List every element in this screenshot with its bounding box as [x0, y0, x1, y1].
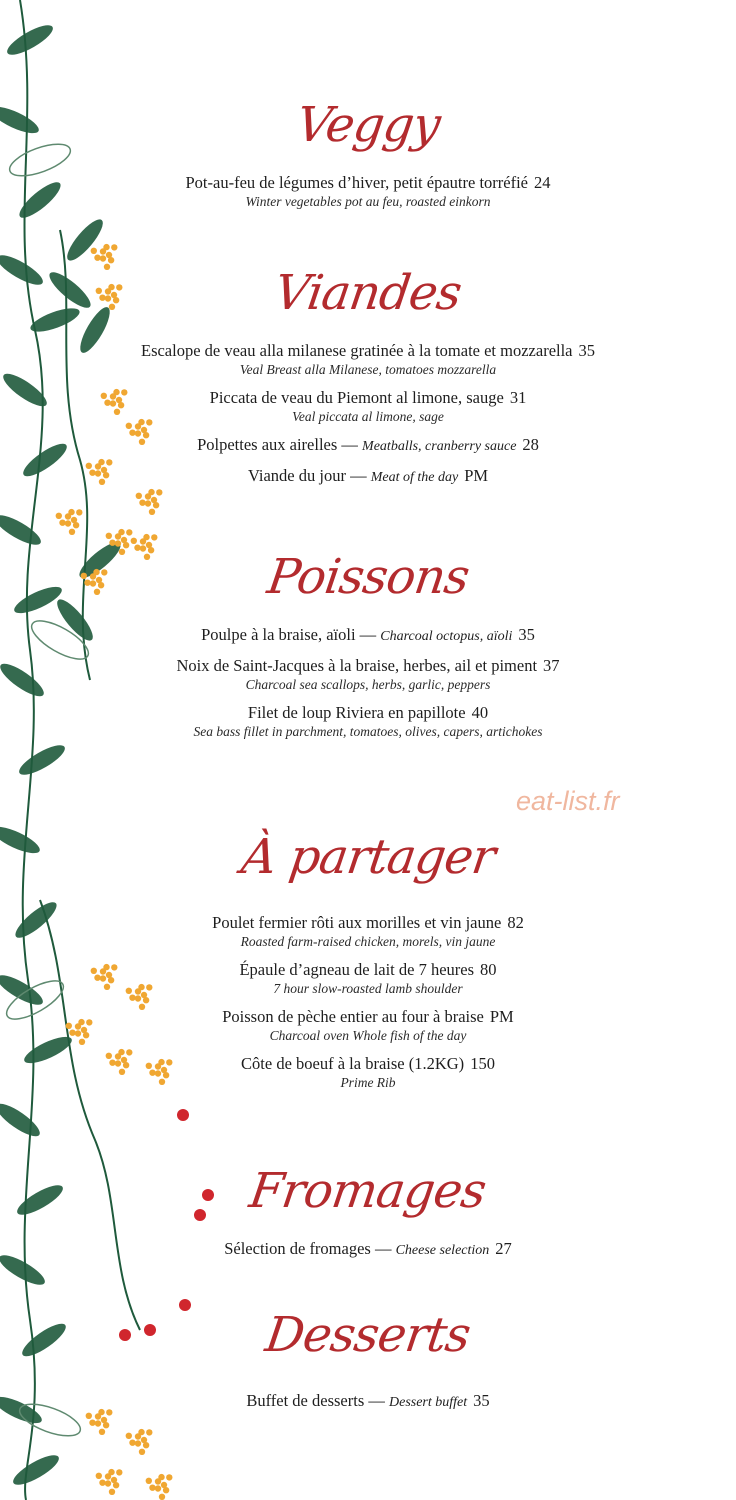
dish-name: Épaule d’agneau de lait de 7 heures	[239, 960, 475, 979]
dish-translation: Dessert buffet	[389, 1395, 468, 1410]
menu-item	[0, 172, 736, 211]
dish-translation: Charcoal oven Whole fish of the day	[269, 1028, 467, 1043]
section-title-desserts: Desserts	[262, 1307, 474, 1363]
menu-item	[0, 655, 736, 694]
dish-translation: 7 hour slow-roasted lamb shoulder	[273, 981, 463, 996]
dish-price: 35	[518, 625, 535, 644]
menu-item	[0, 434, 736, 457]
dish-translation: Veal piccata al limone, sage	[292, 409, 444, 424]
dish-translation: Roasted farm-raised chicken, morels, vin jaune	[240, 934, 496, 949]
dish-name: Viande du jour —	[247, 466, 367, 485]
dish-name: Pot-au-feu de légumes d’hiver, petit épautre torréfié	[185, 173, 528, 192]
section-title-a-partager: À partager	[237, 829, 499, 885]
dish-name: Poisson de pèche entier au four à braise	[222, 1007, 484, 1026]
dish-name: Filet de loup Riviera en papillote	[247, 703, 466, 722]
menu-item	[0, 1238, 736, 1261]
dish-name: Côte de boeuf à la braise (1.2KG)	[241, 1054, 465, 1073]
dish-price: 27	[495, 1239, 512, 1258]
dish-price: 37	[543, 656, 560, 675]
dish-translation: Meat of the day	[370, 470, 459, 485]
dish-name: Poulet fermier rôti aux morilles et vin jaune	[212, 913, 502, 932]
menu-item	[0, 387, 736, 426]
dish-price: PM	[489, 1007, 514, 1026]
dish-price: 40	[471, 703, 489, 722]
dish-price: 28	[522, 435, 539, 454]
menu-item	[0, 1053, 736, 1092]
dish-name: Polpettes aux airelles —	[197, 435, 358, 454]
dish-price: 35	[578, 341, 596, 360]
menu-item	[0, 1006, 736, 1045]
section-fromages	[0, 1152, 736, 1261]
menu-item	[0, 959, 736, 998]
section-poissons	[0, 538, 736, 741]
dish-price: 80	[480, 960, 497, 979]
section-viandes	[0, 254, 736, 488]
dish-translation: Charcoal octopus, aïoli	[380, 629, 513, 644]
dish-translation: Sea bass fillet in parchment, tomatoes, olives, capers, artichokes	[193, 724, 543, 739]
section-title-poissons: Poissons	[263, 549, 473, 605]
dish-price: 150	[470, 1054, 495, 1073]
menu-item	[0, 702, 736, 741]
menu-item	[0, 912, 736, 951]
dish-price: 82	[507, 913, 524, 932]
dish-name: Poulpe à la braise, aïoli —	[201, 625, 377, 644]
menu-item	[0, 340, 736, 379]
dish-translation: Prime Rib	[340, 1075, 396, 1090]
dish-name: Buffet de desserts —	[246, 1391, 385, 1410]
dish-translation: Veal Breast alla Milanese, tomatoes mozzarella	[239, 362, 497, 377]
section-a-partager	[0, 818, 736, 1092]
watermark: eat-list.fr	[516, 786, 620, 816]
dish-price: 24	[534, 173, 551, 192]
dish-translation: Winter vegetables pot au feu, roasted einkorn	[245, 194, 491, 209]
dish-name: Sélection de fromages —	[224, 1239, 392, 1258]
dish-price: PM	[464, 466, 489, 485]
dish-translation: Charcoal sea scallops, herbs, garlic, peppers	[245, 677, 491, 692]
menu-item	[0, 465, 736, 488]
dish-name: Noix de Saint-Jacques à la braise, herbes, ail et piment	[176, 656, 538, 675]
dish-price: 35	[473, 1391, 490, 1410]
dish-name: Escalope de veau alla milanese gratinée à la tomate et mozzarella	[140, 341, 573, 360]
section-desserts	[0, 1296, 736, 1413]
dish-price: 31	[509, 388, 527, 407]
menu-item	[0, 624, 736, 647]
dish-name: Piccata de veau du Piemont al limone, sauge	[209, 388, 504, 407]
section-title-veggy: Veggy	[292, 97, 444, 153]
section-veggy	[0, 86, 736, 211]
section-title-fromages: Fromages	[246, 1163, 490, 1219]
dish-translation: Meatballs, cranberry sauce	[362, 439, 517, 454]
menu-item	[0, 1390, 736, 1413]
section-title-viandes: Viandes	[271, 265, 465, 321]
dish-translation: Cheese selection	[395, 1243, 490, 1258]
